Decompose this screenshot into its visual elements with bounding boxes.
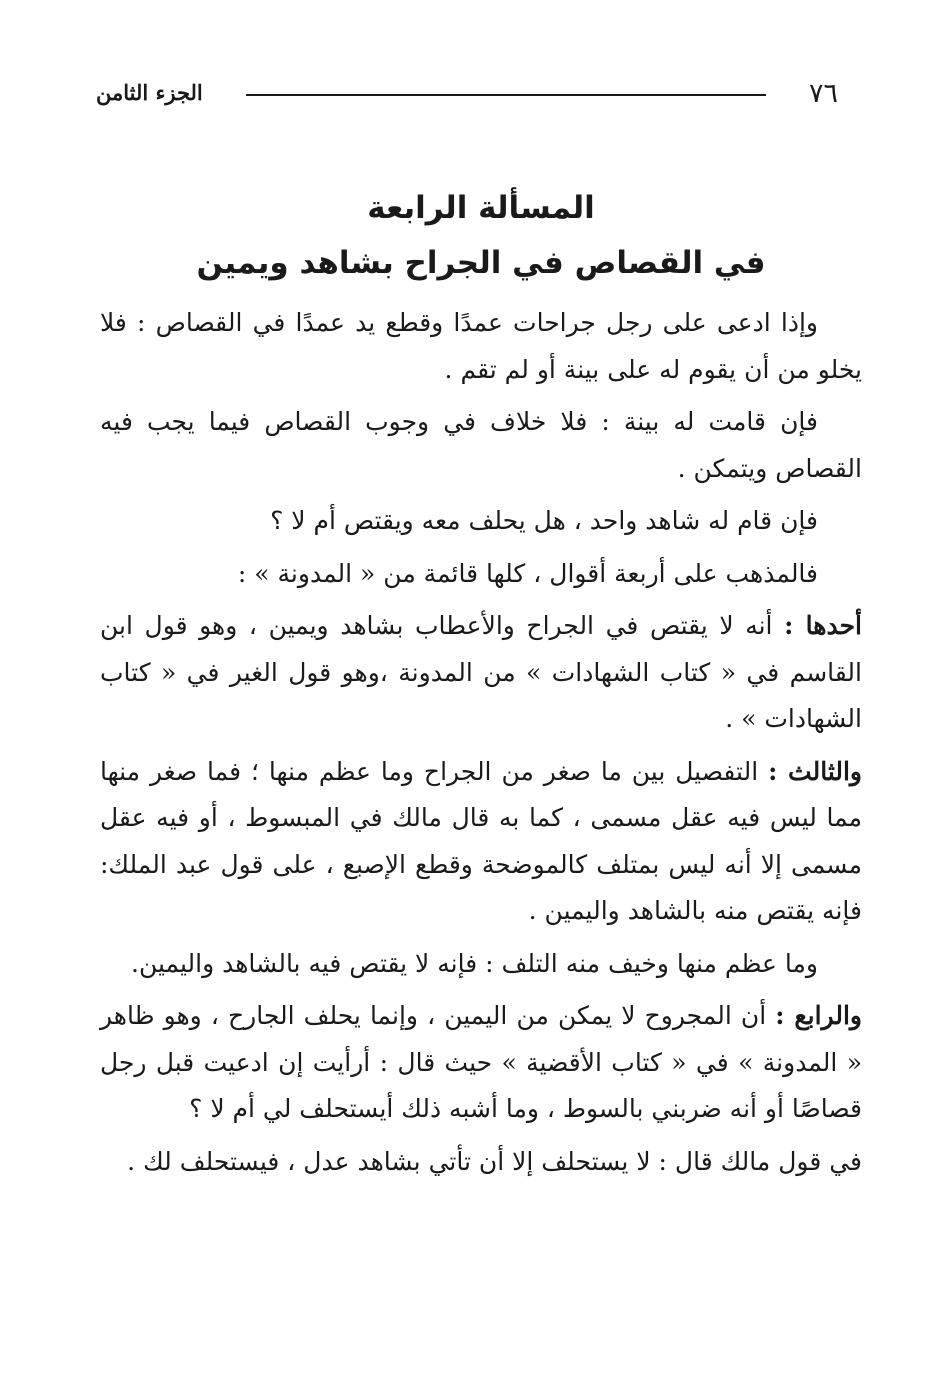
page-number: ٧٦: [808, 78, 838, 109]
volume-label: الجزء الثامن: [96, 80, 203, 105]
paragraph-text: في قول مالك قال : لا يستحلف إلا أن تأتي بشاهد عدل ، فيستحلف لك .: [127, 1146, 862, 1176]
section-subtitle: في القصاص في الجراح بشاهد ويمين: [196, 245, 766, 281]
paragraph-text: أنه لا يقتص في الجراح والأعطاب بشاهد ويمين ، وهو قول ابن القاسم في « كتاب الشهادات » من المدونة ،وهو قول الغير في « كتاب الشهادات » .: [100, 611, 862, 733]
paragraph-1: [100, 300, 862, 393]
body-text: [100, 300, 862, 1191]
paragraph-9: [100, 1139, 862, 1186]
paragraph-lead: والثالث :: [768, 756, 862, 786]
paragraph-text: فإن قام له شاهد واحد ، هل يحلف معه ويقتص أم لا ؟: [270, 506, 818, 535]
paragraph-5: [100, 603, 862, 743]
paragraph-text: فالمذهب على أربعة أقوال ، كلها قائمة من « المدونة » :: [237, 558, 818, 588]
paragraph-2: [100, 399, 862, 492]
running-header: [96, 78, 846, 118]
paragraph-text: أن المجروح لا يمكن من اليمين ، وإنما يحلف الجارح ، وهو ظاهر « المدونة » في « كتاب الأقضية » حيث قال : أرأيت إن ادعيت قبل رجل قصاصًا أو أنه ضربني بالسوط ، وما أشبه ذلك أيستحلف لي أم لا ؟: [100, 1001, 862, 1123]
paragraph-3: [100, 498, 862, 545]
paragraph-8: [100, 993, 862, 1133]
paragraph-lead: والرابع :: [775, 1001, 862, 1030]
paragraph-lead: أحدها :: [784, 611, 862, 640]
paragraph-4: [100, 551, 862, 598]
paragraph-text: وما عظم منها وخيف منه التلف : فإنه لا يقتص فيه بالشاهد واليمين.: [131, 948, 818, 978]
paragraph-text: فإن قامت له بينة : فلا خلاف في وجوب القصاص فيما يجب فيه القصاص ويتمكن .: [100, 407, 862, 483]
section-title: المسألة الرابعة: [367, 190, 595, 226]
header-rule: [246, 94, 766, 96]
paragraph-6: [100, 749, 862, 935]
paragraph-text: وإذا ادعى على رجل جراحات عمدًا وقطع يد عمدًا في القصاص : فلا يخلو من أن يقوم له على بينة أو لم تقم .: [100, 308, 862, 384]
paragraph-7: [100, 941, 862, 988]
paragraph-text: التفصيل بين ما صغر من الجراح وما عظم منها ؛ فما صغر منها مما ليس فيه عقل مسمى ، كما به قال مالك في المبسوط ، أو فيه عقل مسمى إلا أنه ليس بمتلف كالموضحة وقطع الإصبع ، على قول عبد الملك: فإنه يقتص منه بالشاهد واليمين .: [100, 756, 862, 925]
